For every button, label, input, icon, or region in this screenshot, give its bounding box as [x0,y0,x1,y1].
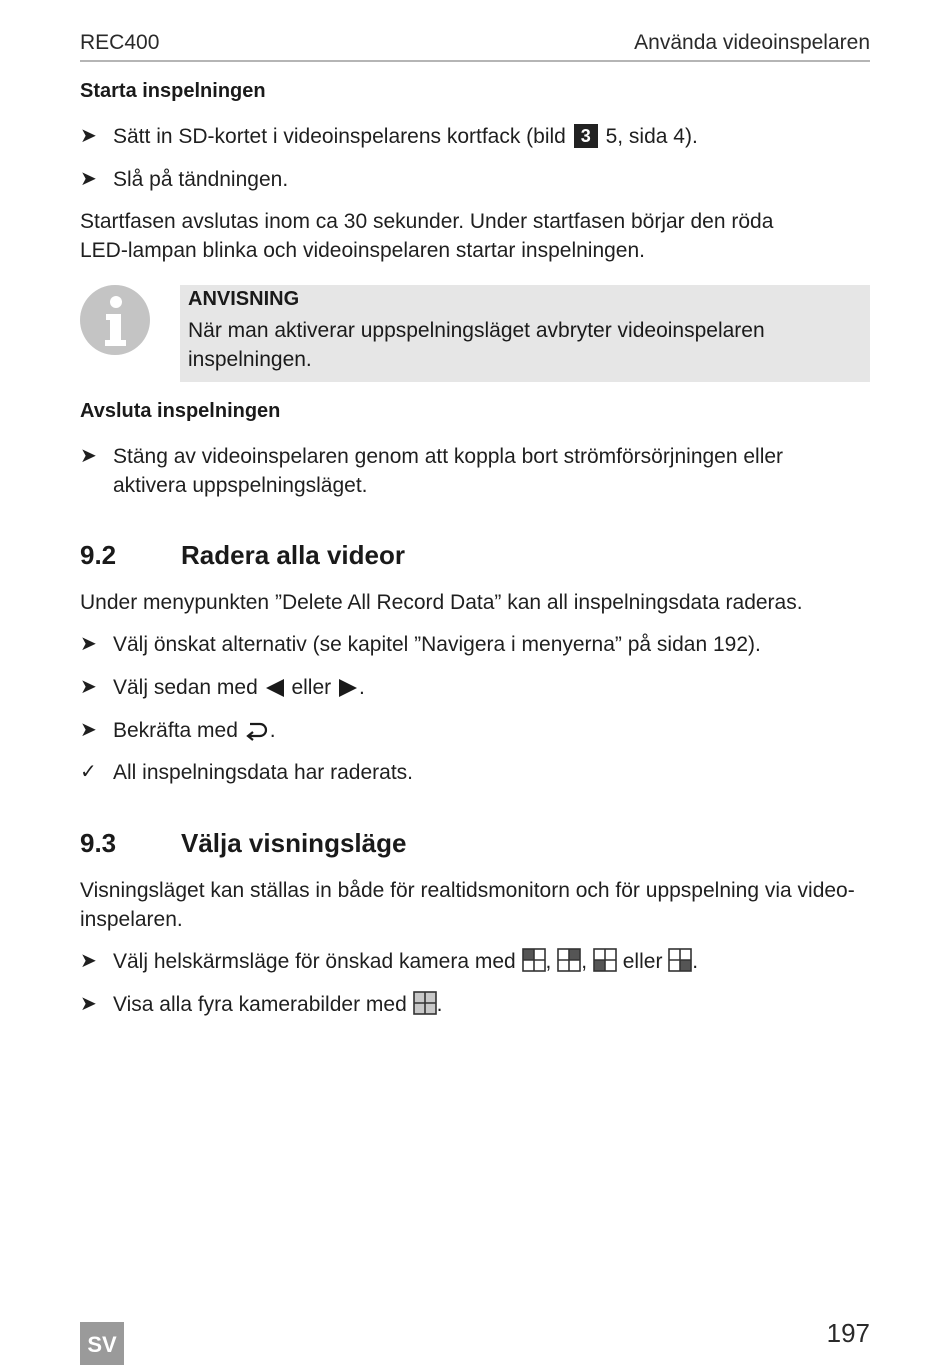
arrow-bullet-icon: ➤ [80,445,97,467]
paragraph-line: inspelaren. [80,908,183,931]
page-header [80,30,870,62]
left-arrow-key-icon [264,678,286,698]
arrow-bullet-icon: ➤ [80,168,97,190]
camera-3-fullscreen-icon [593,948,617,972]
step-text: Välj sedan med [113,676,258,699]
result-text: All inspelningsdata har raderats. [113,761,414,784]
step-text: Bekräfta med [113,719,238,742]
step-text: . [269,719,276,742]
paragraph [80,207,773,265]
figure-ref-badge: 3 [574,124,598,148]
heading-stop-recording: Avsluta inspelningen [80,400,281,422]
arrow-bullet-icon: ➤ [80,125,97,147]
enter-key-icon [244,721,270,741]
separator: , [545,950,552,973]
step-line: Stäng av videoinspelaren genom att koppla bort strömförsörjningen eller [113,445,784,468]
paragraph: Under menypunkten ”Delete All Record Data” kan all inspelningsdata raderas. [80,591,803,614]
page-number: 197 [826,1318,870,1348]
quad-view-icon [413,991,437,1015]
section-title: Välja visningsläge [181,828,407,858]
step-text: . [692,950,699,973]
step-text: Välj helskärmsläge för önskad kamera med [113,950,516,973]
section-number: 9.2 [80,540,117,570]
step-text [113,442,783,500]
heading-start-recording: Starta inspelningen [80,80,266,102]
step-text: . [358,676,365,699]
arrow-bullet-icon: ➤ [80,719,97,741]
step-text: eller [291,676,332,699]
camera-1-fullscreen-icon [522,948,546,972]
camera-2-fullscreen-icon [557,948,581,972]
note-text [188,316,858,374]
section-number: 9.3 [80,828,117,858]
step-text: Sätt in SD-kortet i videoinspelarens kortfack (bild [113,125,566,148]
section-title: Radera alla videor [181,540,405,570]
language-tab: SV [80,1322,124,1365]
step-line: aktivera uppspelningsläget. [113,474,368,497]
header-product: REC400 [80,31,160,54]
note-title: ANVISNING [188,288,300,310]
paragraph-line: LED-lampan blinka och videoinspelaren startar inspelningen. [80,239,646,262]
arrow-bullet-icon: ➤ [80,676,97,698]
step-text: . [436,993,443,1016]
note-line: inspelningen. [188,348,312,371]
check-icon: ✓ [80,761,97,783]
note-line: När man aktiverar uppspelningsläget avbryter videoinspelaren [188,319,765,342]
header-chapter: Använda videoinspelaren [634,31,870,54]
separator: , [581,950,588,973]
note-box [180,285,870,382]
step-text: Visa alla fyra kamerabilder med [113,993,407,1016]
step-text: eller [622,950,663,973]
info-icon [80,285,150,355]
arrow-bullet-icon: ➤ [80,633,97,655]
step-text: Slå på tändningen. [113,168,289,191]
arrow-bullet-icon: ➤ [80,993,97,1015]
right-arrow-key-icon [337,678,359,698]
paragraph-line: Startfasen avslutas inom ca 30 sekunder. Under startfasen börjar den röda [80,210,774,233]
camera-4-fullscreen-icon [668,948,692,972]
arrow-bullet-icon: ➤ [80,950,97,972]
paragraph [80,876,855,934]
paragraph-line: Visningsläget kan ställas in både för realtidsmonitorn och för uppspelning via video- [80,879,855,902]
step-text: Välj önskat alternativ (se kapitel ”Navigera i menyerna” på sidan 192). [113,633,761,656]
step-text: 5, sida 4). [605,125,698,148]
